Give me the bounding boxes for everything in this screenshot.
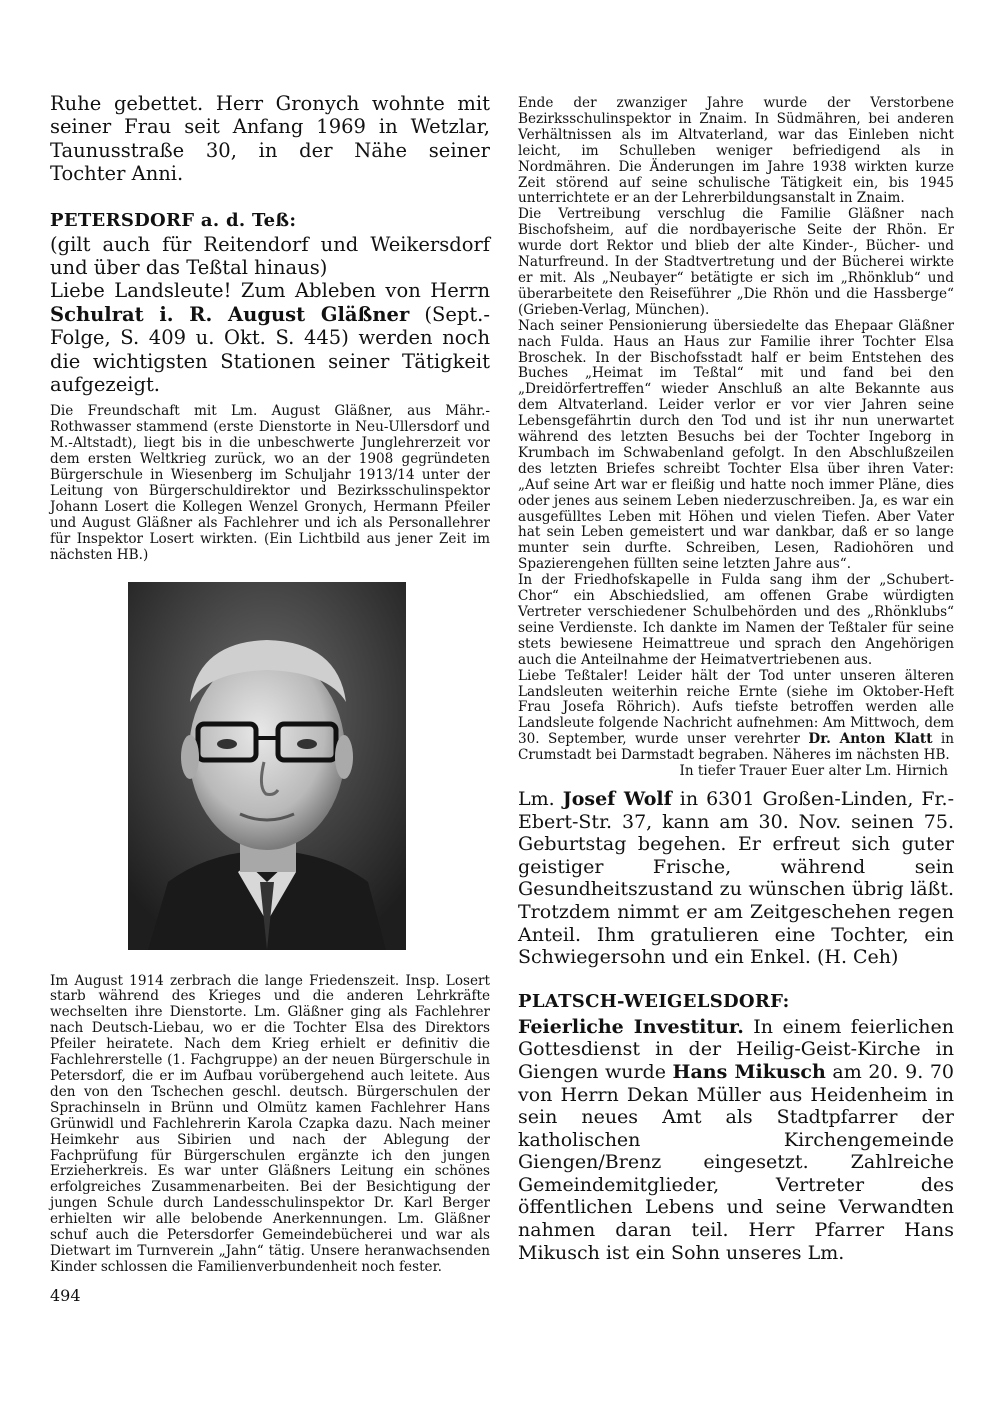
birthday-paragraph: [518, 788, 954, 969]
section-heading-petersdorf: PETERSDORF a. d. Teß:: [50, 209, 297, 231]
section-heading-platsch: PLATSCH-WEIGELSDORF:: [518, 990, 790, 1012]
page-number: 494: [50, 1286, 81, 1305]
right-column: [518, 96, 954, 1264]
wolf-post: in 6301 Großen-Linden, Fr.-Ebert-Str. 37, kann am 30. Nov. seinen 75. Geburtstag begehen. Er erfreut sich guter geistiger Frische, während sein Gesundheitszustand zu wünschen übrig läßt. Trotzdem nimmt er am Zeitgeschehen regen Anteil. Ihm gratulieren eine Tochter, ein Schwiegersohn und ein Enkel. (H. Ceh): [518, 787, 955, 969]
signoff: In tiefer Trauer Euer alter Lm. Hirnich: [679, 763, 948, 780]
investiture-name: Hans Mikusch: [672, 1060, 826, 1083]
intro-paragraph: Ruhe gebettet. Herr Gronych wohnte mit seiner Frau seit Anfang 1969 in Wetzlar, Taunusstraße 30, in der Nähe seiner Tochter Anni.: [50, 92, 490, 186]
section-subheading: (gilt auch für Reitendorf und Weikersdorf und über das Teßtal hinaus): [50, 232, 490, 280]
notice-name: Dr. Anton Klatt: [808, 731, 933, 748]
obituary-notice-paragraph: [518, 669, 954, 764]
deceased-name: Schulrat i. R. August Gläßner: [50, 302, 410, 326]
portrait-image: [128, 582, 406, 950]
wolf-name: Josef Wolf: [562, 787, 672, 810]
investiture-post: am 20. 9. 70 von Herrn Dekan Müller aus Heidenheim in sein neues Amt als Stadtpfarrer der katholischen Kirchengemeinde Giengen/Brenz eingesetzt. Zahlreiche Gemeindemitglieder, Vertreter des öffentlichen Lebens und seine Verwandten nahmen daran teil. Herr Pfarrer Hans Mikusch ist ein Sohn unseres Lm.: [518, 1060, 955, 1264]
address-pre: Liebe Landsleute! Zum Ableben von Herrn: [50, 279, 490, 303]
znaim-paragraph: Ende der zwanziger Jahre wurde der Verstorbene Bezirksschulinspektor in Znaim. In Südmähren, bei anderen Verhältnissen als im Altvaterland, war das Einleben nicht leicht, im Schulleben weniger befriedigend als in Nordmähren. Die Änderungen im Jahre 1938 wirkten kurze Zeit störend auf seine schulische Tätigkeit ein, bis 1945 unterrichtete er an der Lehrerbildungsanstalt in Znaim.: [518, 95, 954, 207]
wolf-pre: Lm.: [518, 787, 555, 810]
friendship-paragraph: Die Freundschaft mit Lm. August Gläßner, aus Mähr.-Rothwasser stammend (erste Dienstorte in Neu-Ullersdorf und M.-Altstadt), liegt bis in die unbeschwerte Junglehrerzeit vor dem ersten Weltkrieg zurück, wo an der 1908 gegründeten Bürgerschule in Wiesenberg im Schuljahr 1913/14 unter der Leitung von Bürgerschuldirektor und Bezirksschulinspektor Johann Losert die Kollegen Wenzel Gronych, Hermann Pfeiler und August Gläßner als Fachlehrer und ich als Personallehrer für Inspektor Losert wirkten. (Ein Lichtbild aus jener Zeit im nächsten HB.): [50, 403, 490, 563]
address-post: (Sept.-Folge, S. 409 u. Okt. S. 445) werden noch die wichtigsten Stationen seiner Tätigkeit aufgezeigt.: [50, 302, 490, 397]
expulsion-paragraph: Die Vertreibung verschlug die Familie Gläßner nach Bischofsheim, auf die nordbayerische Seite der Rhön. Er wurde dort Rektor und blieb der alte Kinder-, Bücher- und Naturfreund. In der Stadtvertretung und der Bücherei wirkte er mit. Als „Neubayer“ betätigte er sich im „Rhönklub“ und überarbeitete den Reiseführer „Die Rhön und die Hassberge“ (Grieben-Verlag, München).: [518, 206, 954, 318]
address-paragraph: [50, 279, 490, 396]
career-paragraph: Im August 1914 zerbrach die lange Friedenszeit. Insp. Losert starb während des Krieges und die anderen Lehrkräfte wechselten ihre Dienstorte. Lm. Gläßner ging als Fachlehrer nach Deutsch-Liebau, wo er die Tochter Elsa des Direktors Pfeiler heiratete. Nach dem Krieg erhielt er definitiv die Fachlehrerstelle (1. Fachgruppe) an der neuen Bürgerschule in Petersdorf, die er im Aufbau vorübergehend auch leitete. Aus den von den Tschechen geschl. deutsch. Bürgerschulen der Sprachinseln in Brünn und Olmütz kamen Fachlehrer Hans Grünwidl und Fachlehrerin Karola Czapka dazu. Nach meiner Heimkehr aus Sibirien und nach der Ablegung der Fachprüfung für Bürgerschulen ergänzte ich den jungen Erzieherkreis. Es war unter Gläßners Leitung ein schönes erfolgreiches Zusammenarbeiten. Bei der Besichtigung der jungen Schule durch Landesschulinspektor Dr. Karl Berger erhielten wir alle belobende Anerkennungen. Lm. Gläßner schuf auch die Petersdorfer Gemeindebücherei und war als Dietwart im Turnverein „Jahn“ tätig. Unsere heranwachsenden Kinder schlossen die Familienverbundenheit noch fester.: [50, 972, 490, 1275]
notice-post: in Crumstadt bei Darmstadt begraben. Näheres im nächsten HB.: [518, 731, 955, 764]
funeral-paragraph: In der Friedhofskapelle in Fulda sang ihm der „Schubert-Chor“ ein Abschiedslied, am offenen Grabe würdigten Vertreter verschiedener Schulbehörden und des „Rhönklubs“ seine Verdienste. Ich dankte im Namen der Teßtaler für seine stets bewiesene Heimattreue und sprach den Angehörigen auch die Anteilnahme der Heimatvertriebenen aus.: [518, 572, 954, 668]
portrait-photo: [128, 582, 406, 950]
investiture-title: Feierliche Investitur.: [518, 1015, 744, 1038]
fulda-paragraph: Nach seiner Pensionierung übersiedelte das Ehepaar Gläßner nach Fulda. Haus an Haus zur Familie ihrer Tochter Elsa Broschek. In der Bischofsstadt half er beim Entstehen des Buches „Heimat im Teßtal“ mit und fand bei den „Dreidörfertreffen“ wieder Anschluß an alte Bekannte aus dem Altvaterland. Leider verlor er vor vier Jahren seine Lebensgefährtin durch den Tod und ist ihr nun unerwartet während des letzten Besuchs bei der Tochter Ingeborg in Krumbach im Schwabenland gefolgt. In den Abschlußzeilen des letzten Briefes schreibt Tochter Elsa über ihren Vater: „Auf seine Art war er fleißig und hatte noch immer Pläne, dies oder jenes aus seinem Leben niederzuschreiben. Ja, es war ein ausgefülltes Leben mit Höhen und vielen Tiefen. Aber Vater hat sein Leben gemeistert und war dankbar, daß er so lange munter sein durfte. Schreiben, Lesen, Radiohören und Spazierengehen füllten seine letzten Jahre aus“.: [518, 317, 954, 573]
left-column: [50, 92, 490, 1276]
investiture-mid: In einem feierlichen Gottesdienst in der Heilig-Geist-Kirche in Giengen wurde: [518, 1015, 954, 1083]
notice-pre: Liebe Teßtaler! Leider hält der Tod unter unseren älteren Landsleuten weiterhin reiche Ernte (siehe im Oktober-Heft Frau Josefa Röhrich). Aufs tiefste betroffen werden alle Landsleute folgende Nachricht aufnehmen: Am Mittwoch, dem 30. September, wurde unser verehrter: [518, 667, 954, 748]
investiture-paragraph: [518, 1016, 954, 1265]
